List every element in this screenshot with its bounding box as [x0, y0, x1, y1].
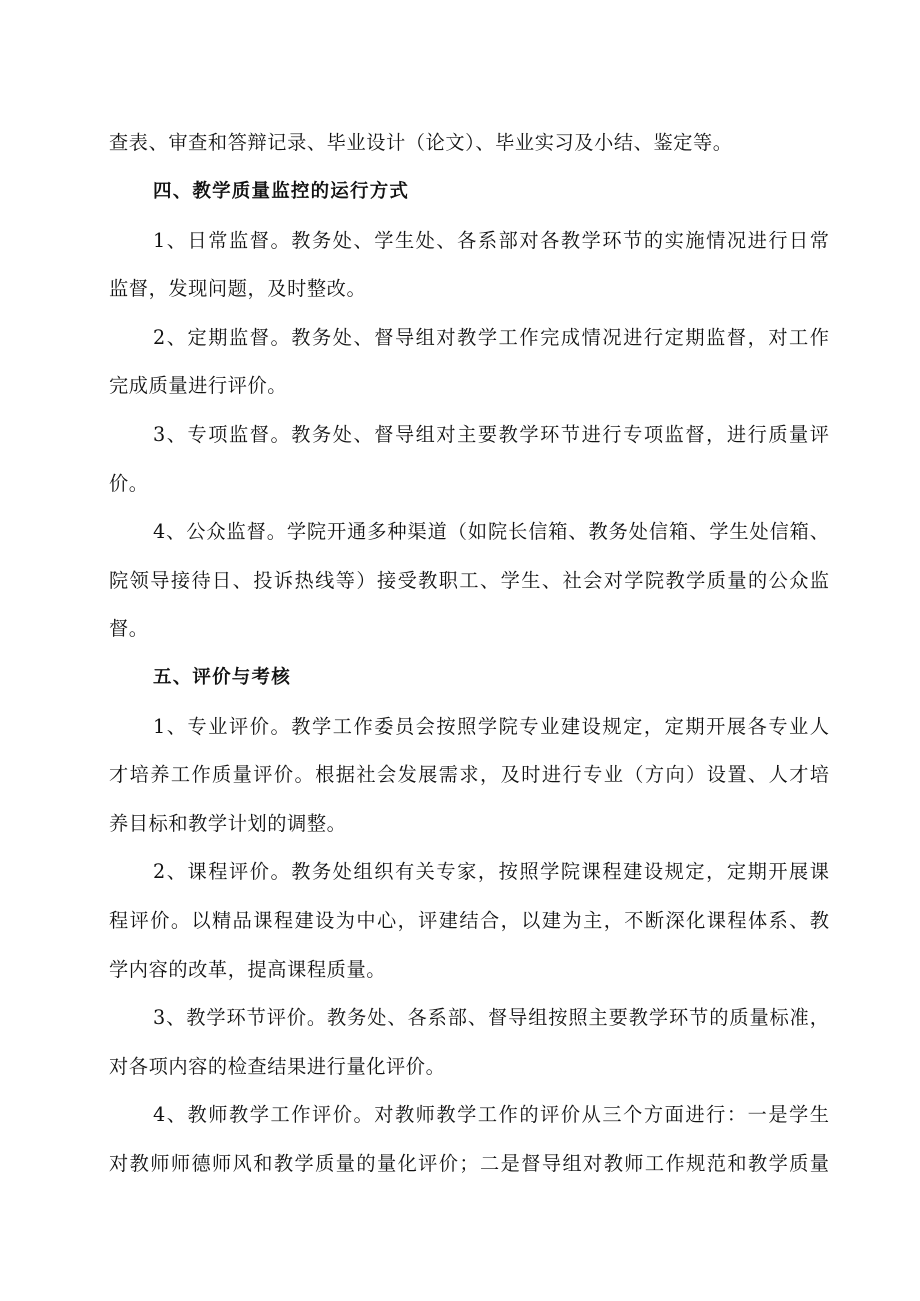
- paragraph-line: 完成质量进行评价。: [109, 374, 288, 397]
- paragraph-line: 3、教学环节评价。教务处、各系部、督导组按照主要教学环节的质量标准，: [153, 1006, 829, 1029]
- paragraph-line: 查表、审查和答辩记录、毕业设计（论文）、毕业实习及小结、鉴定等。: [109, 131, 733, 154]
- paragraph-line: 对各项内容的检查结果进行量化评价。: [109, 1055, 446, 1078]
- paragraph-line: 1、专业评价。教学工作委员会按照学院专业建设规定，定期开展各专业人: [153, 715, 829, 738]
- paragraph-line: 监督，发现问题，及时整改。: [109, 277, 367, 300]
- paragraph-line: 3、专项监督。教务处、督导组对主要教学环节进行专项监督，进行质量评: [153, 423, 829, 446]
- paragraph-line: 2、课程评价。教务处组织有关专家，按照学院课程建设规定，定期开展课: [153, 860, 829, 883]
- paragraph-line: 督。: [109, 617, 149, 640]
- paragraph-line: 学内容的改革，提高课程质量。: [109, 958, 387, 981]
- paragraph-line: 程评价。以精品课程建设为中心，评建结合，以建为主，不断深化课程体系、教: [109, 909, 829, 932]
- paragraph-line: 对教师师德师风和教学质量的量化评价；二是督导组对教师工作规范和教学质量: [109, 1152, 829, 1175]
- section-heading: 四、教学质量监控的运行方式: [153, 181, 410, 202]
- paragraph-line: 养目标和教学计划的调整。: [109, 812, 347, 835]
- paragraph-line: 1、日常监督。教务处、学生处、各系部对各教学环节的实施情况进行日常: [153, 229, 829, 252]
- paragraph-line: 院领导接待日、投诉热线等）接受教职工、学生、社会对学院教学质量的公众监: [109, 569, 829, 592]
- paragraph-line: 价。: [109, 472, 149, 495]
- paragraph-line: 才培养工作质量评价。根据社会发展需求，及时进行专业（方向）设置、人才培: [109, 763, 829, 786]
- paragraph-line: 4、教师教学工作评价。对教师教学工作的评价从三个方面进行：一是学生: [153, 1103, 829, 1126]
- section-heading: 五、评价与考核: [153, 667, 291, 688]
- paragraph-line: 2、定期监督。教务处、督导组对教学工作完成情况进行定期监督，对工作: [153, 326, 829, 349]
- paragraph-line: 4、公众监督。学院开通多种渠道（如院长信箱、教务处信箱、学生处信箱、: [153, 520, 829, 543]
